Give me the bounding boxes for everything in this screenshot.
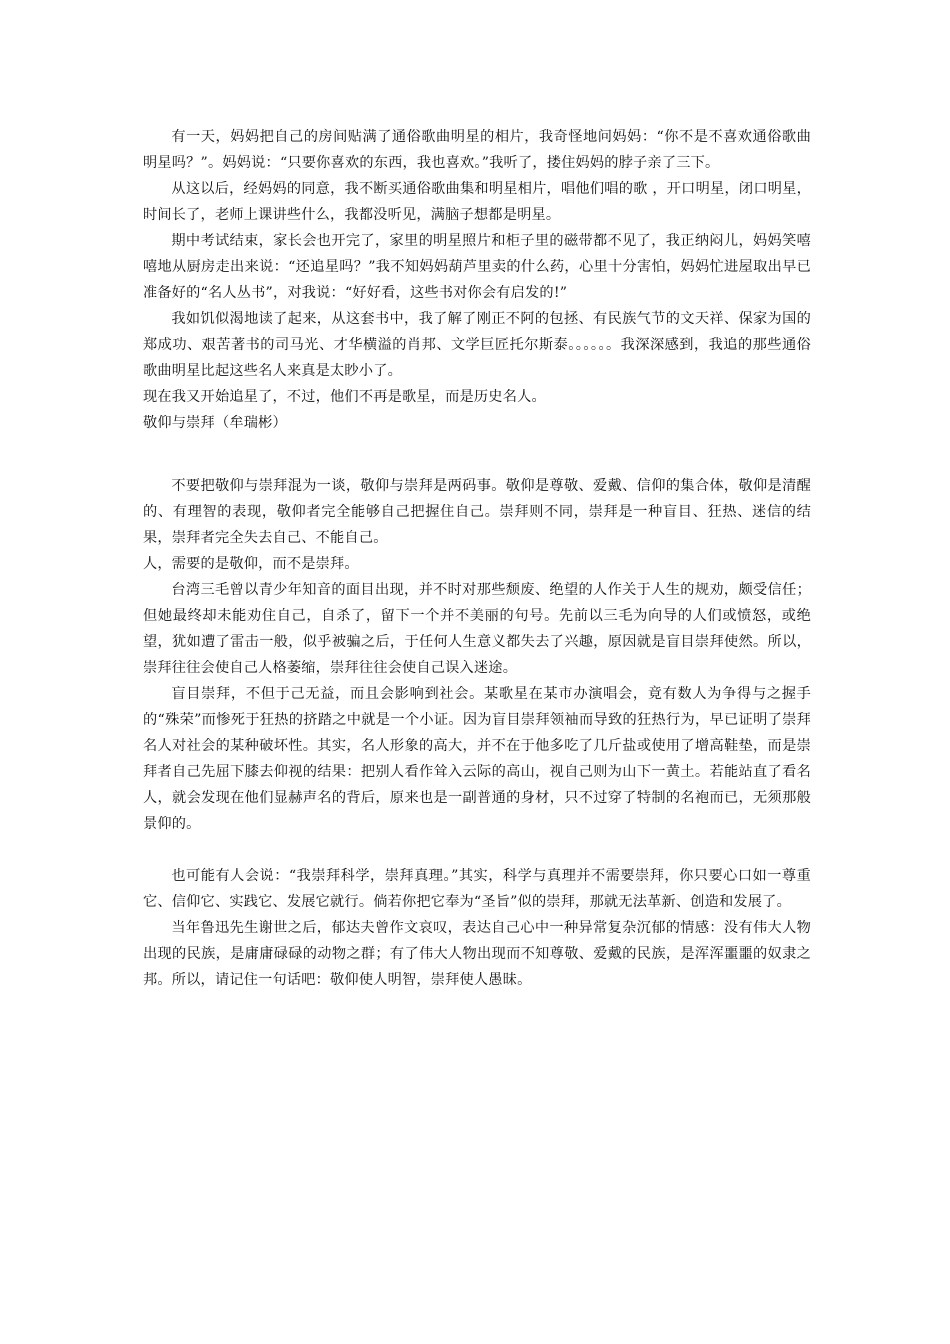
- story-paragraph-2: 从这以后，经妈妈的同意，我不断买通俗歌曲集和明星相片，唱他们唱的歌 ，开口明星，闭口明星，时间长了，老师上课讲些什么，我都没听见，满脑子想都是明星。: [143, 181, 811, 223]
- essay-paragraph-4: 盲目崇拜，不但于己无益，而且会影响到社会。某歌星在某市办演唱会，竟有数人为争得与之握手的“殊荣”而惨死于狂热的挤踏之中就是一个小证。因为盲目崇拜领袖而导致的狂热行为，早已证明了崇拜名人对社会的某种破坏性。其实，名人形象的高大，并不在于他多吃了几斤盐或使用了增高鞋垫，而是崇拜者自己先屈下膝去仰视的结果：把别人看作耸入云际的高山，视自己则为山下一黄土。若能站直了看名人，就会发现在他们显赫声名的背后，原来也是一副普通的身材，只不过穿了特制的名袍而已，无须那般景仰的。: [143, 686, 811, 832]
- essay-paragraph-3: 台湾三毛曾以青少年知音的面目出现，并不时对那些颓废、绝望的人作关于人生的规劝，颇受信任；但她最终却未能劝住自己，自杀了，留下一个并不美丽的句号。先前以三毛为向导的人们或愤怒，或绝望，犹如遭了雷击一般，似乎被骗之后，于任何人生意义都失去了兴趣，原因就是盲目崇拜使然。所以，崇拜往往会使自己人格萎缩，崇拜往往会使自己误入迷途。: [143, 582, 811, 676]
- story-paragraph-3: 期中考试结束，家长会也开完了，家里的明星照片和柜子里的磁带都不见了，我正纳闷儿，妈妈笑嘻嘻地从厨房走出来说：“还追星吗？”我不知妈妈葫芦里卖的什么药，心里十分害怕，妈妈忙进屋取出早已准备好的“名人丛书”，对我说：“好好看，这些书对你会有启发的!”: [143, 233, 811, 301]
- essay-title: 敬仰与崇拜（牟瑞彬）: [143, 415, 287, 431]
- essay-paragraph-1: 不要把敬仰与崇拜混为一谈，敬仰与崇拜是两码事。敬仰是尊敬、爱戴、信仰的集合体，敬仰是清醒的、有理智的表现，敬仰者完全能够自己把握住自己。崇拜则不同，崇拜是一种盲目、狂热、迷信的结果，崇拜者完全失去自己、不能自己。: [143, 478, 811, 546]
- essay-paragraph-6: 当年鲁迅先生谢世之后，郁达夫曾作文哀叹，表达自己心中一种异常复杂沉郁的情感：没有伟大人物出现的民族，是庸庸碌碌的动物之群；有了伟大人物出现而不知尊敬、爱戴的民族，是浑浑噩噩的奴隶之邦。所以，请记住一句话吧：敬仰使人明智，崇拜使人愚昧。: [143, 920, 811, 988]
- story-paragraph-1: 有一天，妈妈把自己的房间贴满了通俗歌曲明星的相片，我奇怪地问妈妈：“你不是不喜欢通俗歌曲明星吗？”。妈妈说：“只要你喜欢的东西，我也喜欢。”我听了，搂住妈妈的脖子亲了三下。: [143, 129, 811, 171]
- essay-paragraph-5: 也可能有人会说：“我崇拜科学，崇拜真理。”其实，科学与真理并不需要崇拜，你只要心口如一尊重它、信仰它、实践它、发展它就行。倘若你把它奉为“圣旨”似的崇拜，那就无法革新、创造和发展了。: [143, 868, 811, 910]
- essay-paragraph-2: 人，需要的是敬仰，而不是崇拜。: [143, 556, 359, 572]
- story-paragraph-5: 现在我又开始追星了，不过，他们不再是歌星，而是历史名人。: [143, 389, 546, 405]
- document-page: [143, 124, 811, 993]
- story-paragraph-4: 我如饥似渴地读了起来，从这套书中，我了解了刚正不阿的包拯、有民族气节的文天祥、保家为国的郑成功、艰苦著书的司马光、才华横溢的肖邦、文学巨匠托尔斯泰。。。。。。我深深感到，我追的那些通俗歌曲明星比起这些名人来真是太眇小了。: [143, 311, 811, 379]
